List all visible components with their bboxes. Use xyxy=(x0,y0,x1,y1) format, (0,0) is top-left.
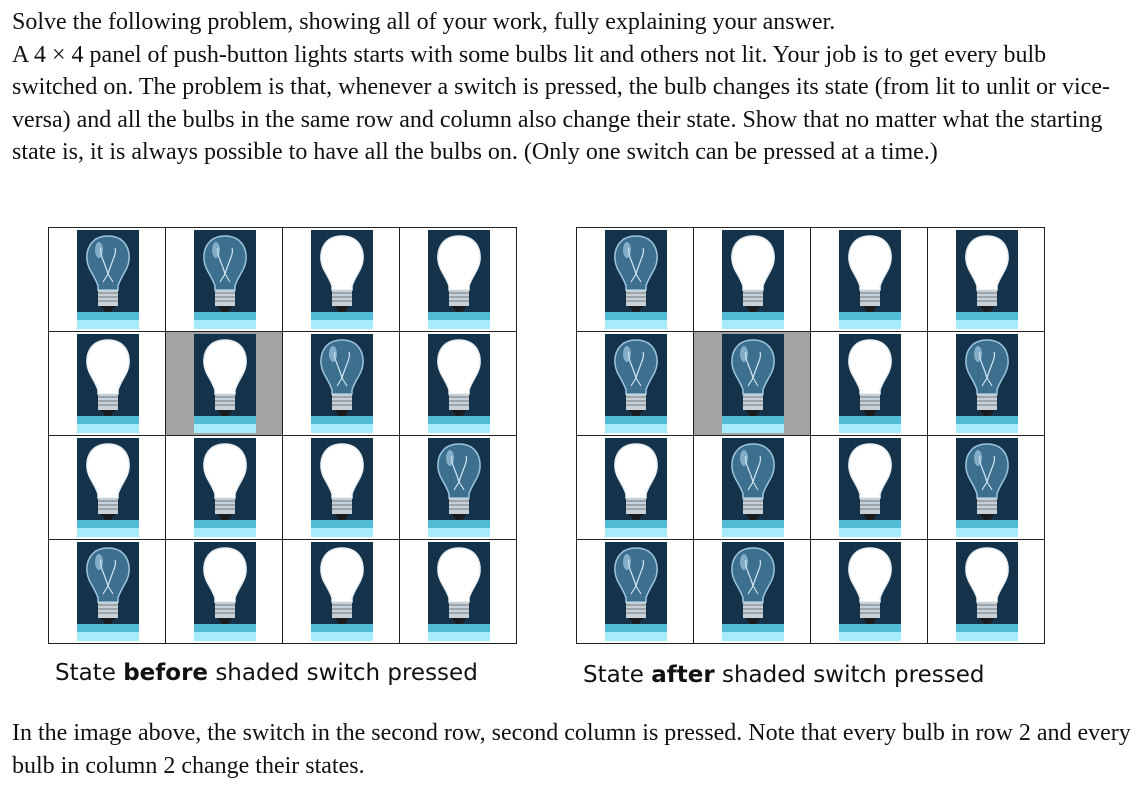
unlit-bulb-icon xyxy=(956,334,1018,433)
problem-statement xyxy=(12,6,1137,169)
caption-after-post: shaded switch pressed xyxy=(714,662,985,688)
switch-r4-c1 xyxy=(577,540,694,644)
switch-r1-c2 xyxy=(166,228,283,332)
switch-r3-c1 xyxy=(577,436,694,540)
lit-bulb-icon xyxy=(194,438,256,537)
switch-r4-c2 xyxy=(694,540,811,644)
lit-bulb-icon xyxy=(722,230,784,329)
caption-before-bold: before xyxy=(123,660,209,686)
switch-r4-c2 xyxy=(166,540,283,644)
caption-before xyxy=(55,660,478,686)
lit-bulb-icon xyxy=(428,542,490,641)
switch-r2-c3 xyxy=(811,332,928,436)
unlit-bulb-icon xyxy=(77,542,139,641)
switch-r2-c2 xyxy=(166,332,283,436)
unlit-bulb-icon xyxy=(605,230,667,329)
lit-bulb-icon xyxy=(839,334,901,433)
unlit-bulb-icon xyxy=(605,542,667,641)
unlit-bulb-icon xyxy=(722,334,784,433)
lit-bulb-icon xyxy=(428,334,490,433)
switch-r1-c2 xyxy=(694,228,811,332)
bulb-grid-after xyxy=(576,227,1045,644)
intro-paragraph: A 4 × 4 panel of push-button lights starts with some bulbs lit and others not lit. Your job is to get every bulb switched on. The problem is that, whenever a switch is pressed, the bulb changes its state (from lit to unlit or vice-versa) and all the bulbs in the same row and column also change their state. Show that no matter what the starting state is, it is always possible to have all the bulbs on. (Only one switch can be pressed at a time.) xyxy=(12,41,1110,165)
lit-bulb-icon xyxy=(956,230,1018,329)
caption-before-pre: State xyxy=(55,660,124,686)
switch-r3-c2 xyxy=(166,436,283,540)
caption-after-bold: after xyxy=(651,662,715,688)
switch-r2-c1 xyxy=(577,332,694,436)
switch-r4-c1 xyxy=(49,540,166,644)
lit-bulb-icon xyxy=(605,438,667,537)
explanation-note: In the image above, the switch in the second row, second column is pressed. Note that every bulb in row 2 and every bulb in column 2 change their states. xyxy=(12,720,1131,779)
lit-bulb-icon xyxy=(194,542,256,641)
switch-r1-c3 xyxy=(283,228,400,332)
switch-r4-c3 xyxy=(283,540,400,644)
unlit-bulb-icon xyxy=(428,438,490,537)
switch-r3-c3 xyxy=(283,436,400,540)
switch-r3-c4 xyxy=(928,436,1045,540)
switch-r1-c4 xyxy=(928,228,1045,332)
switch-r2-c4 xyxy=(928,332,1045,436)
bulb-grid-before xyxy=(48,227,517,644)
lit-bulb-icon xyxy=(311,230,373,329)
switch-r3-c3 xyxy=(811,436,928,540)
unlit-bulb-icon xyxy=(956,438,1018,537)
switch-r2-c1 xyxy=(49,332,166,436)
lit-bulb-icon xyxy=(311,438,373,537)
unlit-bulb-icon xyxy=(605,334,667,433)
switch-r4-c4 xyxy=(400,540,517,644)
lit-bulb-icon xyxy=(839,230,901,329)
lit-bulb-icon xyxy=(428,230,490,329)
unlit-bulb-icon xyxy=(311,334,373,433)
lit-bulb-icon xyxy=(311,542,373,641)
lit-bulb-icon xyxy=(77,334,139,433)
caption-before-post: shaded switch pressed xyxy=(208,660,478,686)
switch-r4-c4 xyxy=(928,540,1045,644)
unlit-bulb-icon xyxy=(722,438,784,537)
switch-r1-c3 xyxy=(811,228,928,332)
switch-r3-c4 xyxy=(400,436,517,540)
unlit-bulb-icon xyxy=(77,230,139,329)
switch-r2-c3 xyxy=(283,332,400,436)
caption-after-pre: State xyxy=(583,662,652,688)
unlit-bulb-icon xyxy=(722,542,784,641)
unlit-bulb-icon xyxy=(194,230,256,329)
switch-r2-c2 xyxy=(694,332,811,436)
switch-r1-c1 xyxy=(577,228,694,332)
intro-line-1: Solve the following problem, showing all of your work, fully explaining your answer. xyxy=(12,9,836,35)
lit-bulb-icon xyxy=(77,438,139,537)
caption-after xyxy=(583,662,984,688)
lit-bulb-icon xyxy=(839,542,901,641)
lit-bulb-icon xyxy=(839,438,901,537)
switch-r3-c2 xyxy=(694,436,811,540)
switch-r1-c4 xyxy=(400,228,517,332)
switch-r4-c3 xyxy=(811,540,928,644)
switch-r3-c1 xyxy=(49,436,166,540)
lit-bulb-icon xyxy=(194,334,256,433)
switch-r2-c4 xyxy=(400,332,517,436)
lit-bulb-icon xyxy=(956,542,1018,641)
switch-r1-c1 xyxy=(49,228,166,332)
